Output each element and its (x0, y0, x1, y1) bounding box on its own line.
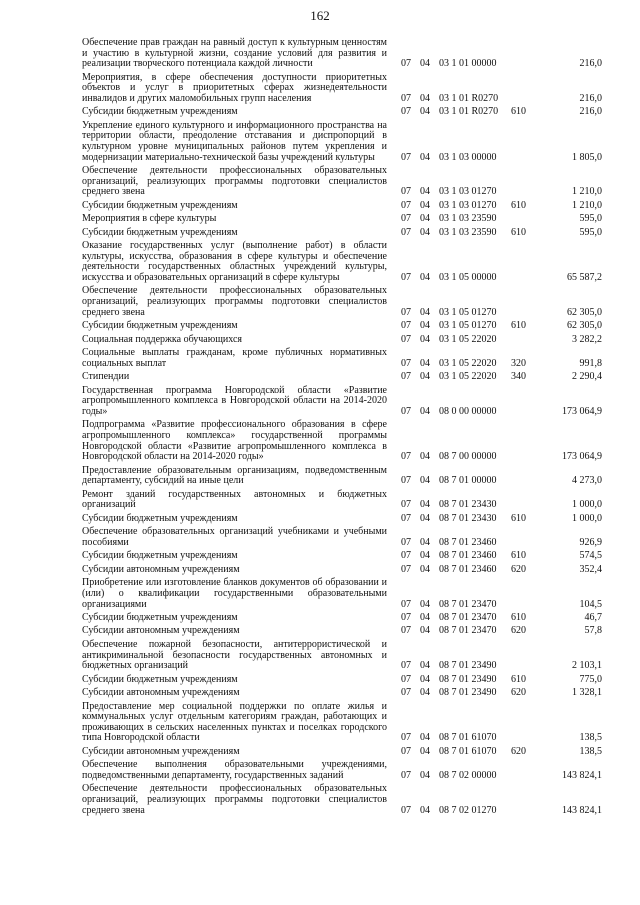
target-article-code: 03 1 03 00000 (439, 151, 497, 163)
row-name: Социальная поддержка обучающихся (82, 333, 243, 345)
section-code: 07 (401, 611, 411, 623)
table-row (82, 578, 602, 610)
subsection-code: 04 (420, 563, 430, 575)
target-article-code: 08 7 01 23490 (439, 687, 497, 699)
target-article-code: 08 7 01 23490 (439, 660, 497, 672)
target-article-code: 08 7 01 23460 (439, 536, 497, 548)
subsection-code: 04 (420, 226, 430, 238)
section-code: 07 (401, 226, 411, 238)
amount: 62 305,0 (567, 320, 602, 332)
row-name: Предоставление мер социальной поддержки по оплате жилья и коммунальных услуг отдельным категориям граждан, работающих и проживающих в сельских населенных пунктах и поселках городского типа Новгородской области (82, 700, 387, 744)
amount: 1 000,0 (572, 512, 602, 524)
row-name: Субсидии бюджетным учреждениям (82, 550, 238, 562)
amount: 216,0 (579, 58, 602, 70)
subsection-code: 04 (420, 199, 430, 211)
row-name: Подпрограмма «Развитие профессионального образования в сфере агропромышленного комплекса» государственной программы Новгородской области «Развитие агропромышленного комплекса в Новгородской области на 2014-2020 годы» (82, 419, 387, 463)
target-article-code: 08 7 02 01270 (439, 804, 497, 816)
expense-type-code: 610 (511, 320, 526, 332)
row-name: Субсидии бюджетным учреждениям (82, 611, 238, 623)
row-name: Субсидии бюджетным учреждениям (82, 226, 238, 238)
subsection-code: 04 (420, 512, 430, 524)
subsection-code: 04 (420, 769, 430, 781)
amount: 216,0 (579, 92, 602, 104)
target-article-code: 08 7 01 61070 (439, 745, 497, 757)
amount: 1 000,0 (572, 499, 602, 511)
expense-type-code: 320 (511, 357, 526, 369)
subsection-code: 04 (420, 625, 430, 637)
section-code: 07 (401, 213, 411, 225)
section-code: 07 (401, 499, 411, 511)
amount: 1 805,0 (572, 151, 602, 163)
target-article-code: 08 7 01 23490 (439, 673, 497, 685)
amount: 926,9 (579, 536, 602, 548)
row-name: Обеспечение деятельности профессиональных образовательных организаций, реализующих программы подготовки специалистов среднего звена (82, 285, 387, 318)
expense-type-code: 620 (511, 687, 526, 699)
row-name: Субсидии автономным учреждениям (82, 625, 240, 637)
table-row (82, 688, 602, 699)
table-row (82, 348, 602, 369)
table-row (82, 166, 602, 198)
subsection-code: 04 (420, 306, 430, 318)
expense-type-code: 610 (511, 673, 526, 685)
target-article-code: 03 1 05 00000 (439, 272, 497, 283)
expense-type-code: 620 (511, 625, 526, 637)
table-row (82, 466, 602, 487)
target-article-code: 03 1 05 22020 (439, 357, 497, 369)
expense-type-code: 620 (511, 745, 526, 757)
subsection-code: 04 (420, 499, 430, 511)
section-code: 07 (401, 371, 411, 383)
amount: 4 273,0 (572, 475, 602, 487)
table-row (82, 335, 602, 346)
target-article-code: 03 1 03 23590 (439, 226, 497, 238)
subsection-code: 04 (420, 745, 430, 757)
section-code: 07 (401, 272, 411, 283)
amount: 775,0 (579, 673, 602, 685)
row-name: Мероприятия, в сфере обеспечения доступности приоритетных объектов и услуг в приоритетных сферах жизнедеятельности инвалидов и других маломобильных групп населения (82, 71, 387, 104)
section-code: 07 (401, 405, 411, 417)
table-row (82, 38, 602, 70)
section-code: 07 (401, 732, 411, 744)
target-article-code: 03 1 01 R0270 (439, 106, 499, 118)
budget-table (82, 38, 602, 819)
amount: 143 824,1 (562, 769, 602, 781)
row-name: Государственная программа Новгородской области «Развитие агропромышленного комплекса в Новгородской области на 2014-2020 годы» (82, 384, 387, 417)
target-article-code: 08 7 02 00000 (439, 769, 497, 781)
target-article-code: 03 1 05 01270 (439, 320, 497, 332)
section-code: 07 (401, 58, 411, 70)
target-article-code: 08 7 01 61070 (439, 732, 497, 744)
target-article-code: 08 7 01 23460 (439, 563, 497, 575)
row-name: Субсидии бюджетным учреждениям (82, 673, 238, 685)
amount: 574,5 (579, 550, 602, 562)
row-name: Субсидии автономным учреждениям (82, 745, 240, 757)
amount: 65 587,2 (567, 272, 602, 283)
target-article-code: 08 7 01 23470 (439, 625, 497, 637)
amount: 1 210,0 (572, 199, 602, 211)
row-name: Субсидии бюджетным учреждениям (82, 512, 238, 524)
row-name: Приобретение или изготовление бланков документов об образовании и (или) о квалификации государственными образовательными организациями (82, 577, 387, 610)
amount: 143 824,1 (562, 804, 602, 816)
row-name: Укрепление единого культурного и информационного пространства на территории области, преодоление отставания и диспропорций в культурном уровне муниципальных районов путем укрепления и модернизации материально-технической базы учреждений культуры (82, 119, 387, 163)
amount: 352,4 (579, 563, 602, 575)
expense-type-code: 610 (511, 199, 526, 211)
subsection-code: 04 (420, 151, 430, 163)
subsection-code: 04 (420, 732, 430, 744)
row-name: Предоставление образовательным организациям, подведомственным департаменту, субсидий на иные цели (82, 464, 387, 487)
section-code: 07 (401, 475, 411, 487)
target-article-code: 08 7 01 23470 (439, 598, 497, 610)
target-article-code: 08 7 00 00000 (439, 451, 497, 463)
row-name: Социальные выплаты гражданам, кроме публичных нормативных социальных выплат (82, 347, 387, 369)
section-code: 07 (401, 512, 411, 524)
row-name: Стипендии (82, 371, 130, 383)
subsection-code: 04 (420, 58, 430, 70)
row-name: Обеспечение образовательных организаций учебниками и учебными пособиями (82, 526, 387, 548)
table-row (82, 760, 602, 781)
amount: 1 328,1 (572, 687, 602, 699)
section-code: 07 (401, 660, 411, 672)
expense-type-code: 610 (511, 550, 526, 562)
subsection-code: 04 (420, 804, 430, 816)
subsection-code: 04 (420, 320, 430, 332)
table-row (82, 73, 602, 105)
subsection-code: 04 (420, 687, 430, 699)
subsection-code: 04 (420, 673, 430, 685)
section-code: 07 (401, 598, 411, 610)
expense-type-code: 340 (511, 371, 526, 383)
subsection-code: 04 (420, 475, 430, 487)
target-article-code: 08 7 01 23430 (439, 512, 497, 524)
subsection-code: 04 (420, 272, 430, 283)
expense-type-code: 610 (511, 611, 526, 623)
target-article-code: 03 1 05 01270 (439, 306, 497, 318)
row-name: Обеспечение пожарной безопасности, антитеррористической и антикриминальной безопасности государственных автономных и бюджетных организаций (82, 638, 387, 672)
section-code: 07 (401, 536, 411, 548)
row-name: Обеспечение деятельности профессиональных образовательных организаций, реализующих программы подготовки специалистов среднего звена (82, 783, 387, 816)
target-article-code: 08 7 01 00000 (439, 475, 497, 487)
section-code: 07 (401, 769, 411, 781)
row-name: Субсидии бюджетным учреждениям (82, 320, 238, 332)
table-row (82, 747, 602, 758)
target-article-code: 03 1 03 01270 (439, 199, 497, 211)
table-row (82, 514, 602, 525)
expense-type-code: 620 (511, 563, 526, 575)
table-row (82, 490, 602, 511)
table-row (82, 121, 602, 163)
section-code: 07 (401, 625, 411, 637)
subsection-code: 04 (420, 451, 430, 463)
section-code: 07 (401, 306, 411, 318)
row-name: Обеспечение деятельности профессиональных образовательных организаций, реализующих программы подготовки специалистов среднего звена (82, 165, 387, 198)
table-row (82, 228, 602, 239)
section-code: 07 (401, 320, 411, 332)
amount: 104,5 (579, 598, 602, 610)
subsection-code: 04 (420, 405, 430, 417)
table-row (82, 321, 602, 332)
section-code: 07 (401, 804, 411, 816)
amount: 2 290,4 (572, 371, 602, 383)
subsection-code: 04 (420, 550, 430, 562)
amount: 216,0 (579, 106, 602, 118)
amount: 2 103,1 (572, 660, 602, 672)
amount: 46,7 (584, 611, 602, 623)
amount: 173 064,9 (562, 405, 602, 417)
row-name: Оказание государственных услуг (выполнение работ) в области культуры, искусства, образования в сфере культуры и обеспечение деятельности государственных областных учреждений культуры, искусства и образовательных организаций в сфере культуры (82, 240, 387, 283)
subsection-code: 04 (420, 106, 430, 118)
amount: 595,0 (579, 213, 602, 225)
page-number: 162 (310, 8, 330, 23)
target-article-code: 08 0 00 00000 (439, 405, 497, 417)
table-row (82, 201, 602, 212)
section-code: 07 (401, 451, 411, 463)
subsection-code: 04 (420, 611, 430, 623)
row-name: Субсидии автономным учреждениям (82, 687, 240, 699)
row-name: Субсидии автономным учреждениям (82, 563, 240, 575)
target-article-code: 08 7 01 23460 (439, 550, 497, 562)
expense-type-code: 610 (511, 106, 526, 118)
row-name: Субсидии бюджетным учреждениям (82, 199, 238, 211)
section-code: 07 (401, 199, 411, 211)
table-row (82, 214, 602, 225)
section-code: 07 (401, 745, 411, 757)
expense-type-code: 610 (511, 512, 526, 524)
table-row (82, 702, 602, 744)
subsection-code: 04 (420, 213, 430, 225)
target-article-code: 03 1 03 23590 (439, 213, 497, 225)
table-row (82, 565, 602, 576)
section-code: 07 (401, 92, 411, 104)
target-article-code: 08 7 01 23430 (439, 499, 497, 511)
amount: 1 210,0 (572, 186, 602, 198)
section-code: 07 (401, 687, 411, 699)
amount: 57,8 (584, 625, 602, 637)
target-article-code: 03 1 01 00000 (439, 58, 497, 70)
section-code: 07 (401, 357, 411, 369)
subsection-code: 04 (420, 536, 430, 548)
section-code: 07 (401, 106, 411, 118)
table-row (82, 372, 602, 383)
target-article-code: 03 1 05 22020 (439, 371, 497, 383)
table-row (82, 420, 602, 462)
subsection-code: 04 (420, 660, 430, 672)
table-row (82, 551, 602, 562)
table-row (82, 640, 602, 672)
section-code: 07 (401, 333, 411, 345)
table-row (82, 784, 602, 816)
section-code: 07 (401, 550, 411, 562)
amount: 173 064,9 (562, 451, 602, 463)
target-article-code: 03 1 05 22020 (439, 333, 497, 345)
row-name: Обеспечение выполнения образовательными учреждениями, подведомственными департаменту, государственных заданий (82, 759, 387, 781)
table-row (82, 613, 602, 624)
expense-type-code: 610 (511, 226, 526, 238)
amount: 3 282,2 (572, 333, 602, 345)
table-row (82, 107, 602, 118)
amount: 991,8 (579, 357, 602, 369)
amount: 595,0 (579, 226, 602, 238)
section-code: 07 (401, 151, 411, 163)
row-name: Ремонт зданий государственных автономных и бюджетных организаций (82, 488, 387, 511)
subsection-code: 04 (420, 186, 430, 198)
subsection-code: 04 (420, 598, 430, 610)
subsection-code: 04 (420, 92, 430, 104)
amount: 138,5 (579, 745, 602, 757)
subsection-code: 04 (420, 371, 430, 383)
target-article-code: 08 7 01 23470 (439, 611, 497, 623)
amount: 62 305,0 (567, 306, 602, 318)
table-row (82, 626, 602, 637)
table-row (82, 527, 602, 548)
amount: 138,5 (579, 732, 602, 744)
table-row (82, 675, 602, 686)
subsection-code: 04 (420, 357, 430, 369)
row-name: Субсидии бюджетным учреждениям (82, 106, 238, 118)
table-row (82, 386, 602, 418)
target-article-code: 03 1 03 01270 (439, 186, 497, 198)
section-code: 07 (401, 673, 411, 685)
row-name: Обеспечение прав граждан на равный доступ к культурным ценностям и участию в культурной жизни, создание условий для развития и реализации творческого потенциала каждой личности (82, 37, 387, 70)
table-row (82, 286, 602, 318)
target-article-code: 03 1 01 R0270 (439, 92, 499, 104)
section-code: 07 (401, 563, 411, 575)
subsection-code: 04 (420, 333, 430, 345)
row-name: Мероприятия в сфере культуры (82, 213, 217, 225)
table-row (82, 241, 602, 283)
section-code: 07 (401, 186, 411, 198)
